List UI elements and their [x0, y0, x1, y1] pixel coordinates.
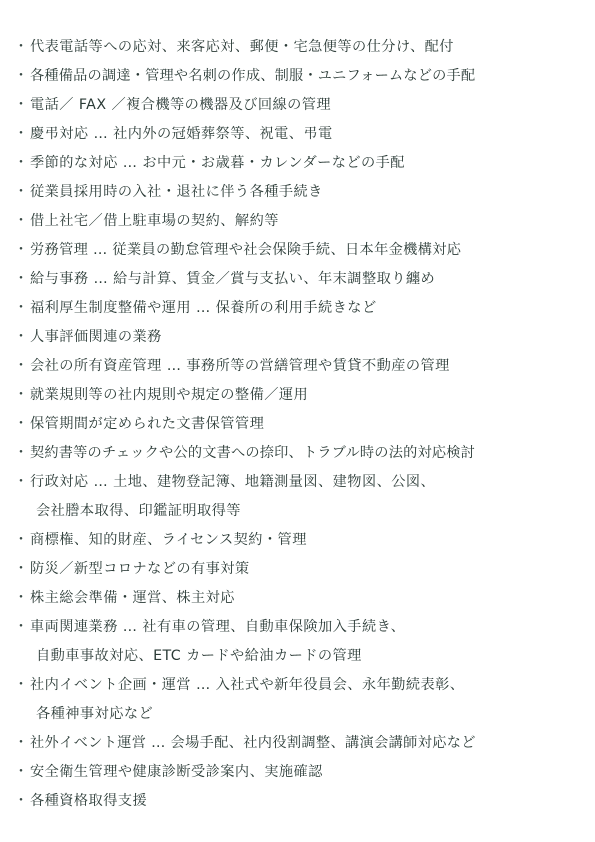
list-item-line: 電話／ FAX ／複合機等の機器及び回線の管理: [30, 97, 332, 113]
list-item: [14, 149, 592, 178]
list-item-text: [30, 555, 250, 584]
list-item-line: 給与事務 … 給与計算、賃金／賞与支払い、年末調整取り纏め: [30, 271, 436, 287]
list-item-text: [30, 62, 475, 91]
list-item: [14, 265, 592, 294]
list-item: [14, 294, 592, 323]
bullet-marker: ・: [14, 764, 29, 780]
bullet-marker: ・: [14, 184, 29, 200]
list-item-text: [30, 236, 461, 265]
list-item-line: 借上社宅／借上駐車場の契約、解約等: [30, 213, 279, 229]
bullet-marker: ・: [14, 677, 29, 693]
list-item-text: [30, 526, 307, 555]
list-item-text: [30, 381, 308, 410]
list-item-line: 福利厚生制度整備や運用 … 保養所の利用手続きなど: [30, 300, 377, 316]
list-item-line: 人事評価関連の業務: [30, 329, 162, 345]
list-item: [14, 729, 592, 758]
list-item-line: 株主総会準備・運営、株主対応: [30, 590, 235, 606]
list-item: [14, 555, 592, 584]
list-item-line: 安全衛生管理や健康診断受診案内、実施確認: [30, 764, 323, 780]
list-item: [14, 584, 592, 613]
list-item-line: 社内イベント企画・運営 … 入社式や新年役員会、永年勤続表彰、: [30, 677, 465, 693]
bullet-marker: ・: [14, 416, 29, 432]
list-item: [14, 787, 592, 816]
list-item-text: [30, 439, 475, 468]
bullet-marker: ・: [14, 68, 29, 84]
list-item-line: 会社の所有資産管理 … 事務所等の営繕管理や賃貸不動産の管理: [30, 358, 450, 374]
list-item-line: 契約書等のチェックや公的文書への捺印、トラブル時の法的対応検討: [30, 445, 476, 461]
list-item-text: [30, 120, 333, 149]
list-item-continuation-line: 各種神事対応など: [36, 706, 154, 722]
list-item-line: 保管期間が定められた文書保管管理: [30, 416, 265, 432]
list-item-continuation-line: 自動車事故対応、ETC カードや給油カードの管理: [36, 648, 362, 664]
list-item-text: [30, 410, 264, 439]
list-item-text: [30, 671, 464, 729]
list-item-line: 季節的な対応 … お中元・お歳暮・カレンダーなどの手配: [30, 155, 405, 171]
list-item: [14, 91, 592, 120]
list-item: [14, 352, 592, 381]
list-item-text: [30, 265, 435, 294]
list-item-line: 商標権、知的財産、ライセンス契約・管理: [30, 532, 307, 548]
list-item: [14, 526, 592, 555]
list-item-text: [30, 468, 435, 526]
list-item-text: [30, 33, 454, 62]
bullet-marker: ・: [14, 155, 29, 171]
bullet-marker: ・: [14, 793, 29, 809]
list-item-text: [30, 294, 377, 323]
bullet-marker: ・: [14, 329, 29, 345]
list-item: [14, 439, 592, 468]
list-item: [14, 671, 592, 729]
list-item-text: [30, 758, 323, 787]
list-item-continuation-line: 会社謄本取得、印鑑証明取得等: [36, 503, 241, 519]
list-item-text: [30, 729, 476, 758]
bullet-marker: ・: [14, 126, 29, 142]
bullet-marker: ・: [14, 532, 29, 548]
list-item-line: 就業規則等の社内規則や規定の整備／運用: [30, 387, 309, 403]
list-item-text: [30, 178, 323, 207]
bullet-marker: ・: [14, 445, 29, 461]
list-item-line: 労務管理 … 従業員の勤怠管理や社会保険手続、日本年金機構対応: [30, 242, 462, 258]
list-item-line: 各種資格取得支援: [30, 793, 148, 809]
list-item: [14, 236, 592, 265]
list-item-text: [30, 323, 162, 352]
bullet-marker: ・: [14, 387, 29, 403]
list-item-line: 慶弔対応 … 社内外の冠婚葬祭等、祝電、弔電: [30, 126, 333, 142]
list-item: [14, 381, 592, 410]
bullet-marker: ・: [14, 213, 29, 229]
bullet-marker: ・: [14, 358, 29, 374]
list-item: [14, 323, 592, 352]
bullet-marker: ・: [14, 97, 29, 113]
list-item: [14, 758, 592, 787]
bullet-marker: ・: [14, 735, 29, 751]
bullet-marker: ・: [14, 300, 29, 316]
bullet-marker: ・: [14, 39, 29, 55]
list-item-text: [30, 613, 405, 671]
list-item-line: 社外イベント運営 … 会場手配、社内役割調整、講演会講師対応など: [30, 735, 476, 751]
list-item: [14, 468, 592, 526]
list-item: [14, 120, 592, 149]
list-item-text: [30, 787, 147, 816]
duty-list: [14, 33, 592, 816]
list-item-line: 防災／新型コロナなどの有事対策: [30, 561, 250, 577]
list-item-text: [30, 352, 450, 381]
list-item-text: [30, 149, 405, 178]
list-item-line: 代表電話等への応対、来客応対、郵便・宅急便等の仕分け、配付: [30, 39, 454, 55]
list-item-line: 車両関連業務 … 社有車の管理、自動車保険加入手続き、: [30, 619, 406, 635]
bullet-marker: ・: [14, 242, 29, 258]
list-item-line: 各種備品の調達・管理や名刺の作成、制服・ユニフォームなどの手配: [30, 68, 476, 84]
list-item: [14, 62, 592, 91]
list-item: [14, 613, 592, 671]
list-item: [14, 178, 592, 207]
bullet-marker: ・: [14, 619, 29, 635]
list-item: [14, 33, 592, 62]
bullet-marker: ・: [14, 561, 29, 577]
list-item-line: 行政対応 … 土地、建物登記簿、地籍測量図、建物図、公図、: [30, 474, 436, 490]
bullet-marker: ・: [14, 271, 29, 287]
list-item-line: 従業員採用時の入社・退社に伴う各種手続き: [30, 184, 323, 200]
list-item-text: [30, 584, 235, 613]
list-item-text: [30, 207, 279, 236]
list-item: [14, 410, 592, 439]
list-item: [14, 207, 592, 236]
list-item-text: [30, 91, 331, 120]
bullet-marker: ・: [14, 590, 29, 606]
bullet-marker: ・: [14, 474, 29, 490]
